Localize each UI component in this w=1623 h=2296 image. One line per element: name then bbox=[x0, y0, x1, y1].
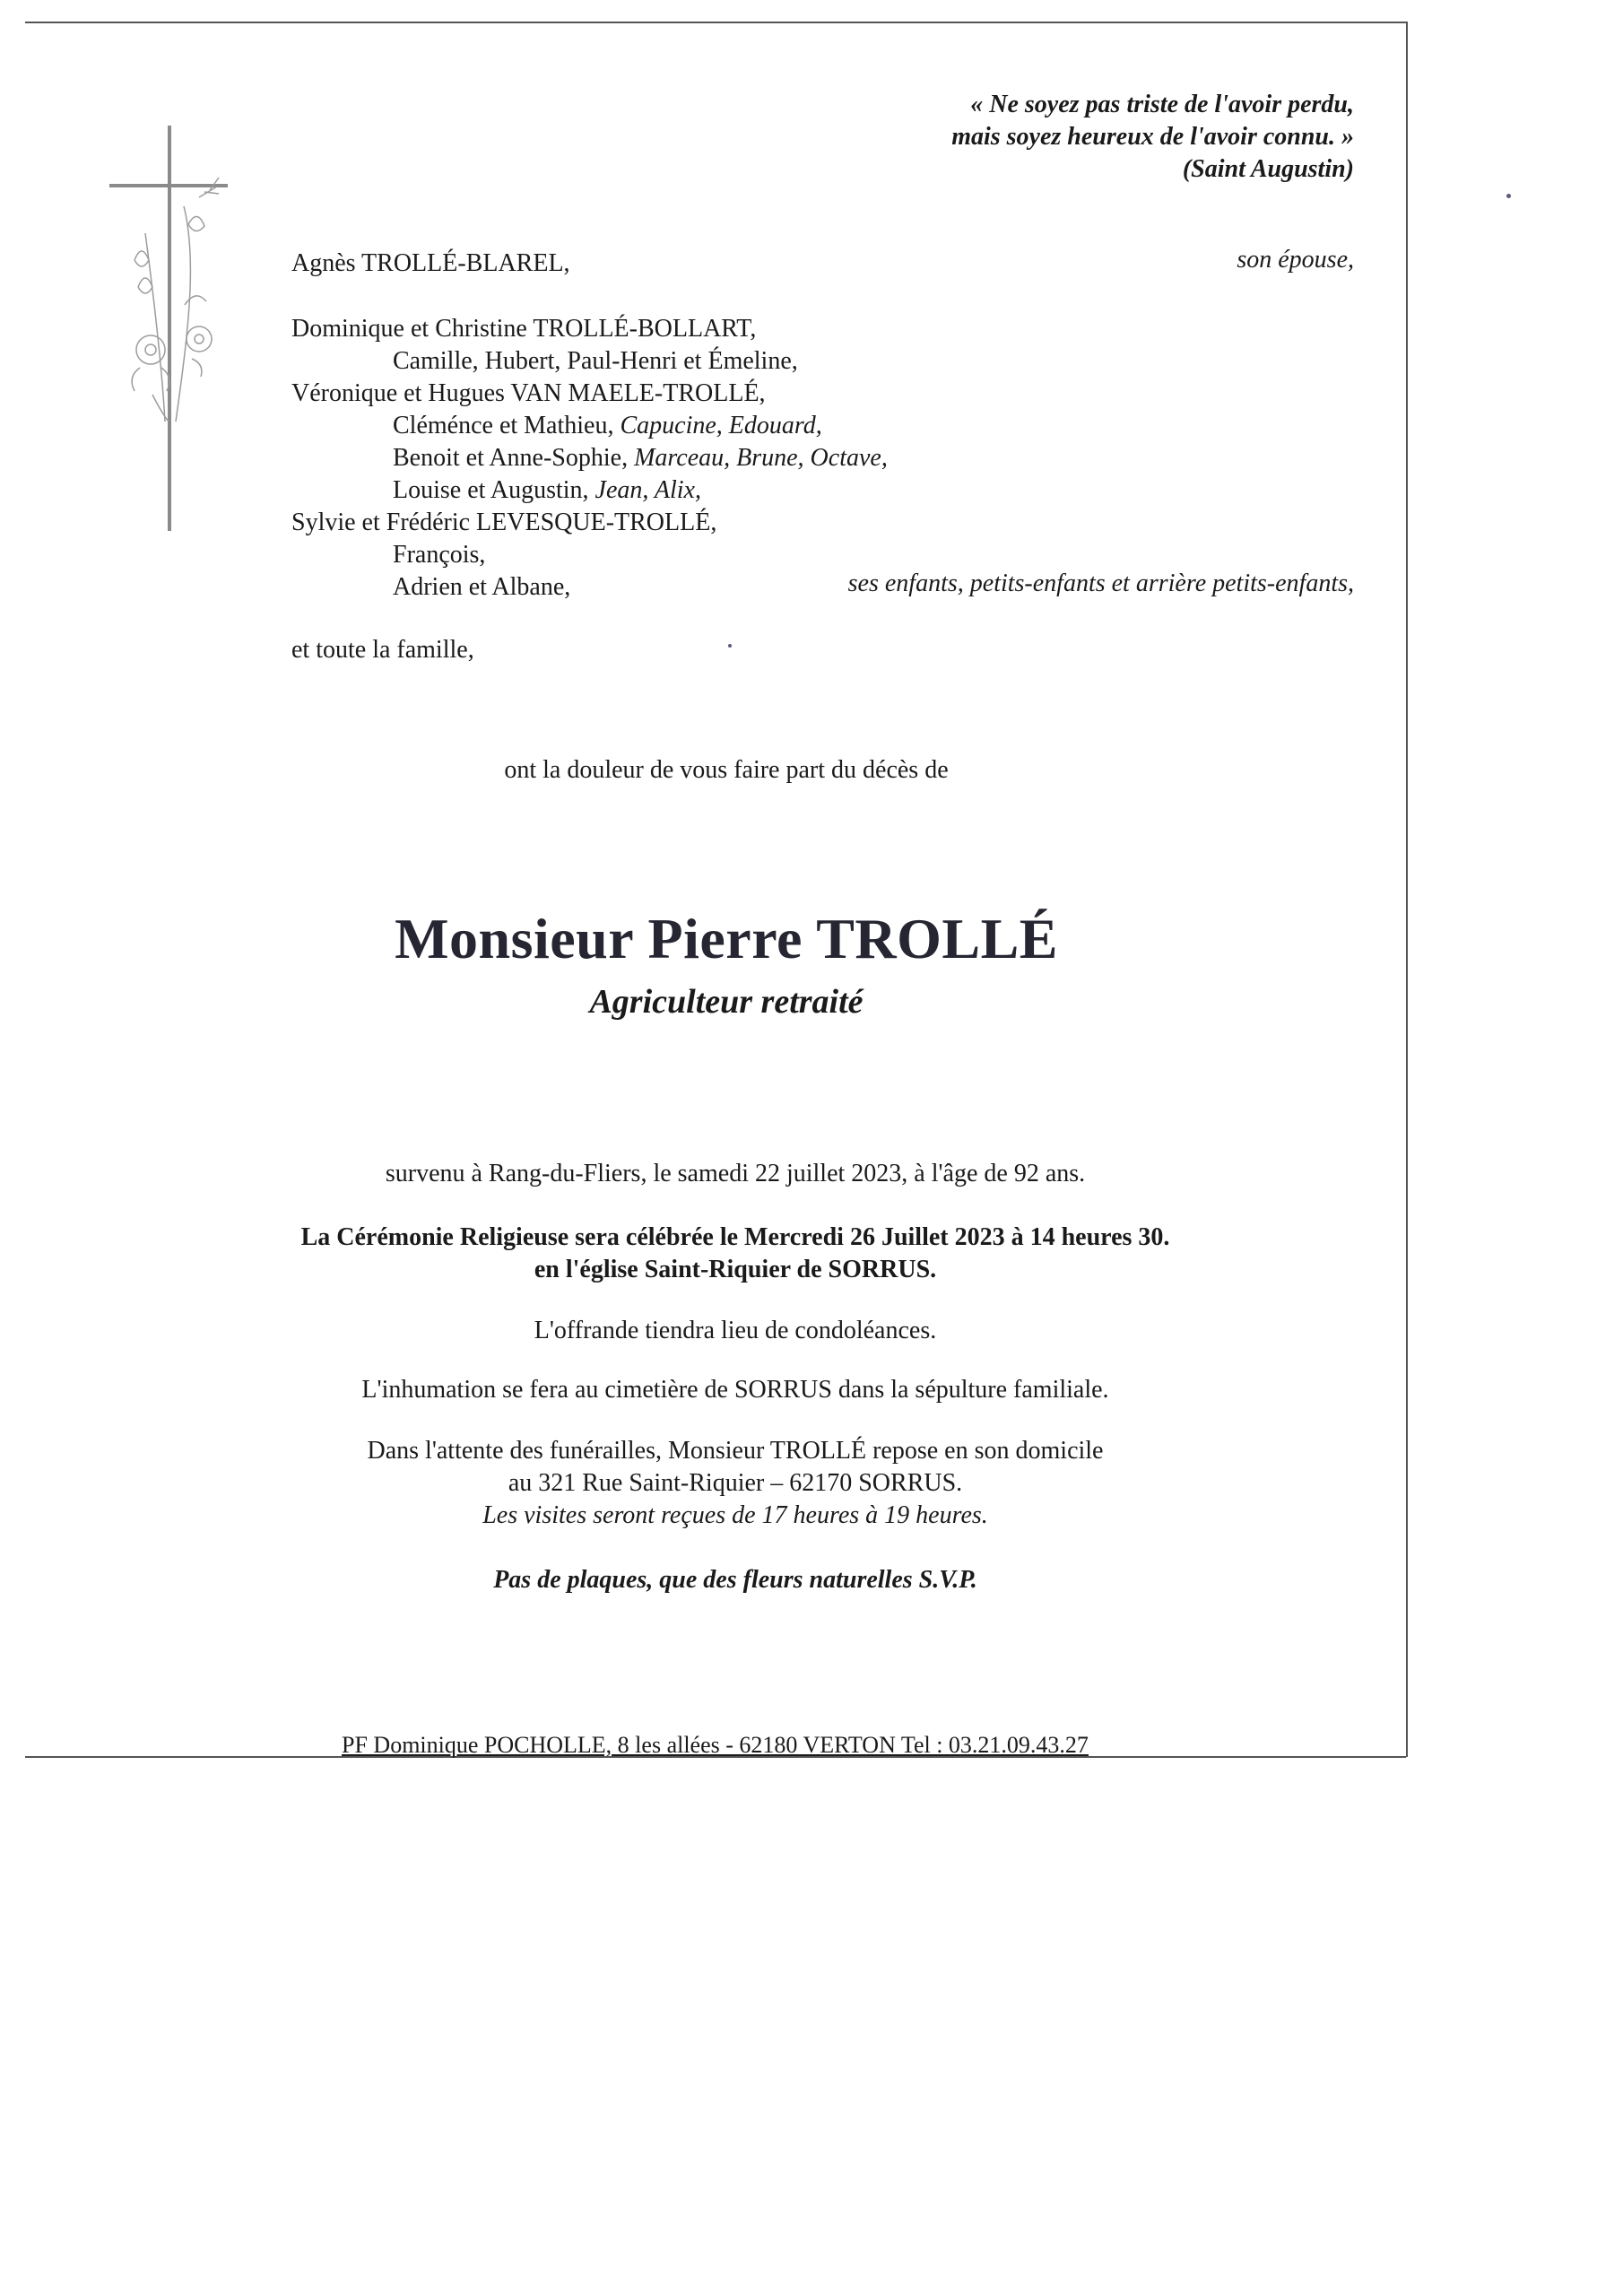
offering-note: L'offrande tiendra lieu de condoléances. bbox=[534, 1317, 937, 1344]
funeral-home-footer: PF Dominique POCHOLLE, 8 les allées - 62180 VERTON Tel : 03.21.09.43.27 bbox=[342, 1732, 1089, 1758]
wake-line-1: Dans l'attente des funérailles, Monsieur TROLLÉ repose en son domicile bbox=[367, 1437, 1104, 1465]
spouse-relation: son épouse, bbox=[1237, 246, 1354, 274]
deceased-name: Monsieur Pierre TROLLÉ bbox=[395, 907, 1058, 970]
scan-speck bbox=[1506, 194, 1511, 198]
child-1: Dominique et Christine TROLLÉ-BOLLART, bbox=[291, 315, 757, 343]
scan-speck bbox=[728, 644, 732, 648]
quote-line-2: mais soyez heureux de l'avoir connu. » bbox=[951, 123, 1354, 151]
cross-with-flowers-icon bbox=[99, 126, 260, 538]
whole-family: et toute la famille, bbox=[291, 636, 474, 664]
death-details: survenu à Rang-du-Fliers, le samedi 22 juillet 2023, à l'âge de 92 ans. bbox=[385, 1160, 1086, 1187]
wake-line-2: au 321 Rue Saint-Riquier – 62170 SORRUS. bbox=[508, 1469, 963, 1497]
child-1-children: Camille, Hubert, Paul-Henri et Émeline, bbox=[393, 347, 798, 375]
child-2-grandchild-3: Louise et Augustin, Jean, Alix, bbox=[393, 476, 701, 504]
ceremony-line-1: La Cérémonie Religieuse sera célébrée le Mercredi 26 Juillet 2023 à 14 heures 30. bbox=[300, 1223, 1170, 1251]
family-relation: ses enfants, petits-enfants et arrière petits-enfants, bbox=[847, 570, 1354, 597]
child-2-grandchild-1: Cléménce et Mathieu, Capucine, Edouard, bbox=[393, 412, 822, 439]
burial-note: L'inhumation se fera au cimetière de SORRUS dans la sépulture familiale. bbox=[361, 1376, 1109, 1404]
flowers-note: Pas de plaques, que des fleurs naturelles S.V.P. bbox=[493, 1566, 977, 1594]
frame-top-border bbox=[25, 22, 1406, 23]
child-3-child-1: François, bbox=[393, 541, 486, 569]
visits-note: Les visites seront reçues de 17 heures à 19 heures. bbox=[482, 1501, 988, 1529]
spouse-name: Agnès TROLLÉ-BLAREL, bbox=[291, 249, 570, 277]
quote-source: (Saint Augustin) bbox=[1182, 155, 1354, 183]
child-2: Véronique et Hugues VAN MAELE-TROLLÉ, bbox=[291, 379, 766, 407]
ceremony-line-2: en l'église Saint-Riquier de SORRUS. bbox=[534, 1256, 937, 1283]
announcement: ont la douleur de vous faire part du décès de bbox=[504, 756, 949, 784]
child-3: Sylvie et Frédéric LEVESQUE-TROLLÉ, bbox=[291, 509, 717, 536]
child-3-child-2: Adrien et Albane, bbox=[393, 573, 571, 601]
deceased-occupation: Agriculteur retraité bbox=[589, 983, 864, 1021]
child-2-grandchild-2: Benoit et Anne-Sophie, Marceau, Brune, Octave, bbox=[393, 444, 888, 472]
quote-line-1: « Ne soyez pas triste de l'avoir perdu, bbox=[970, 91, 1354, 118]
